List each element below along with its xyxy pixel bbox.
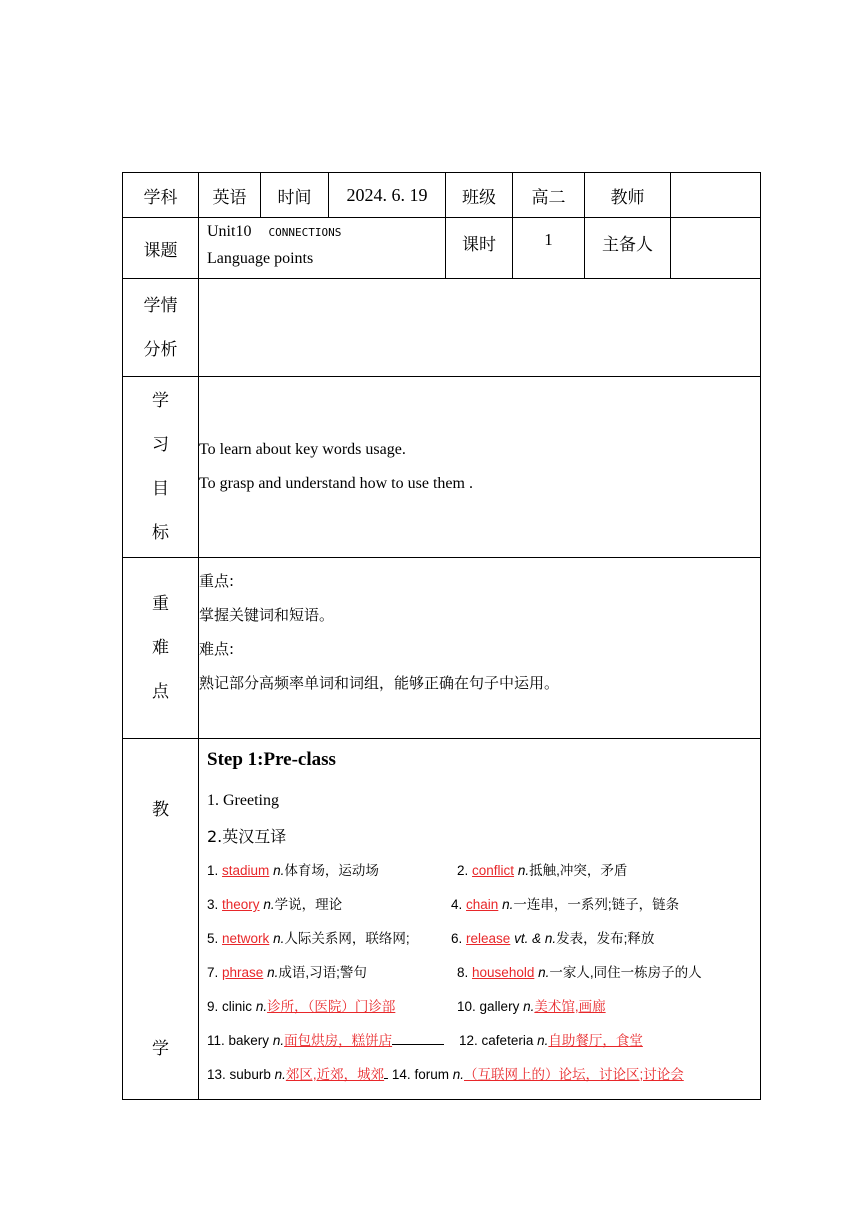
objectives-row bbox=[123, 377, 761, 558]
topic-row bbox=[123, 218, 761, 279]
vocab-answer-word: network bbox=[222, 931, 270, 946]
vocab-7 bbox=[207, 961, 367, 981]
vocab-answer-word: release bbox=[466, 931, 511, 946]
time-value: 2024. 6. 19 bbox=[329, 173, 446, 218]
vocab-11 bbox=[207, 1029, 444, 1049]
vocab-num: 3. bbox=[207, 897, 219, 912]
period-value: 1 bbox=[513, 218, 585, 279]
vocab-word: cafeteria bbox=[481, 1033, 534, 1048]
vocab-12 bbox=[459, 1029, 643, 1049]
vocab-meaning: 学说，理论 bbox=[274, 897, 343, 912]
class-value: 高二 bbox=[513, 173, 585, 218]
vocab-4 bbox=[451, 893, 679, 913]
vocab-num: 9. bbox=[207, 999, 219, 1014]
vocab-meaning: 人际关系网，联络网; bbox=[284, 931, 410, 946]
topic-content bbox=[199, 218, 446, 279]
vocab-num: 8. bbox=[457, 965, 469, 980]
vocab-num: 10. bbox=[457, 999, 476, 1014]
answer-blank bbox=[392, 1044, 444, 1045]
vocab-answer-meaning: （互联网上的）论坛，讨论区;讨论会 bbox=[463, 1067, 684, 1082]
key-points-char-1: 重 bbox=[152, 594, 169, 614]
vocab-meaning: 抵触,冲突，矛盾 bbox=[529, 863, 628, 878]
lesson-plan-table bbox=[122, 172, 761, 1100]
vocab-5 bbox=[207, 927, 410, 947]
teaching-row bbox=[123, 739, 761, 1100]
vocab-answer-meaning: 面包烘房，糕饼店 bbox=[284, 1033, 393, 1048]
step-title: Step 1:Pre-class bbox=[207, 749, 336, 770]
header-row bbox=[123, 173, 761, 218]
translation-item: 2.英汉互译 bbox=[207, 827, 287, 846]
vocab-answer-word: theory bbox=[222, 897, 260, 912]
vocab-num: 1. bbox=[207, 863, 219, 878]
vocab-pos: n. bbox=[502, 897, 514, 912]
vocab-9 bbox=[207, 995, 395, 1015]
vocab-pos: n. bbox=[255, 999, 268, 1014]
unit-number: Unit10 bbox=[207, 223, 252, 240]
vocab-num: 4. bbox=[451, 897, 463, 912]
vocab-pos: vt. & n. bbox=[514, 931, 557, 946]
vocab-num: 7. bbox=[207, 965, 219, 980]
teacher-value bbox=[671, 173, 761, 218]
objectives-char-3: 目 bbox=[152, 479, 169, 499]
vocab-pos: n. bbox=[452, 1067, 464, 1082]
vocab-answer-meaning: 自助餐厅，食堂 bbox=[548, 1033, 643, 1048]
subject-label: 学科 bbox=[123, 173, 199, 218]
period-label: 课时 bbox=[446, 218, 513, 279]
objectives-char-2: 习 bbox=[152, 435, 169, 455]
vocab-meaning: 发表，发布;释放 bbox=[556, 931, 655, 946]
vocab-word: clinic bbox=[222, 999, 253, 1014]
vocab-pos: n. bbox=[538, 965, 550, 980]
unit-title: CONNECTIONS bbox=[268, 226, 342, 239]
vocab-13 bbox=[207, 1063, 684, 1083]
vocab-meaning: 一连串，一系列;链子，链条 bbox=[513, 897, 680, 912]
vocab-3 bbox=[207, 893, 342, 913]
preparer-value bbox=[671, 218, 761, 279]
class-label: 班级 bbox=[446, 173, 513, 218]
vocab-pos: n. bbox=[517, 863, 530, 878]
vocab-num: 13. bbox=[207, 1067, 226, 1082]
vocab-answer-meaning: 美术馆,画廊 bbox=[534, 999, 606, 1014]
key-points-content bbox=[199, 558, 761, 739]
vocab-pos: n. bbox=[263, 897, 275, 912]
vocab-num: 12. bbox=[459, 1033, 478, 1048]
vocab-num: 14. bbox=[391, 1067, 411, 1082]
vocab-meaning: 体育场，运动场 bbox=[284, 863, 379, 878]
teacher-label: 教师 bbox=[585, 173, 671, 218]
vocab-10 bbox=[457, 995, 606, 1015]
vocab-1 bbox=[207, 859, 379, 879]
analysis-label-2: 分析 bbox=[143, 339, 178, 360]
teaching-content bbox=[199, 739, 761, 1100]
analysis-label bbox=[123, 279, 199, 377]
focus-text: 掌握关键词和短语。 bbox=[199, 606, 335, 624]
key-points-char-2: 难 bbox=[152, 638, 169, 658]
vocab-pos: n. bbox=[537, 1033, 549, 1048]
vocab-pos: n. bbox=[273, 931, 285, 946]
key-points-label bbox=[123, 558, 199, 739]
vocab-word: bakery bbox=[228, 1033, 270, 1048]
analysis-content bbox=[199, 279, 761, 377]
objective-line-1: To learn about key words usage. bbox=[199, 441, 406, 458]
vocab-num: 6. bbox=[451, 931, 463, 946]
vocab-word: suburb bbox=[229, 1067, 271, 1082]
vocab-pos: n. bbox=[272, 1033, 285, 1048]
vocab-pos: n. bbox=[274, 1067, 286, 1082]
subject-value: 英语 bbox=[199, 173, 261, 218]
objective-line-2: To grasp and understand how to use them . bbox=[199, 475, 473, 492]
vocab-pos: n. bbox=[273, 863, 285, 878]
focus-label: 重点: bbox=[199, 572, 235, 590]
vocab-answer-word: stadium bbox=[222, 863, 270, 878]
teaching-label bbox=[123, 739, 199, 1100]
vocab-pos: n. bbox=[267, 965, 279, 980]
vocab-num: 5. bbox=[207, 931, 219, 946]
vocab-num: 2. bbox=[457, 863, 469, 878]
vocab-answer-meaning: 诊所，（医院）门诊部 bbox=[267, 999, 396, 1014]
vocab-2 bbox=[457, 859, 627, 879]
key-points-char-3: 点 bbox=[152, 682, 169, 702]
vocab-answer-meaning: 郊区,近郊，城郊 bbox=[285, 1067, 385, 1082]
objectives-char-1: 学 bbox=[152, 391, 169, 411]
teaching-char-1: 教 bbox=[152, 800, 169, 820]
objectives-content bbox=[199, 377, 761, 558]
vocab-meaning: 一家人,同住一栋房子的人 bbox=[549, 965, 702, 980]
vocab-answer-word: household bbox=[472, 965, 535, 980]
topic-subtitle: Language points bbox=[207, 250, 314, 267]
difficulty-text: 熟记部分高频率单词和词组，能够正确在句子中运用。 bbox=[199, 674, 560, 692]
greeting-item: 1. Greeting bbox=[207, 792, 279, 809]
time-label: 时间 bbox=[261, 173, 329, 218]
objectives-label bbox=[123, 377, 199, 558]
difficulty-label: 难点: bbox=[199, 640, 235, 658]
vocab-answer-word: chain bbox=[466, 897, 499, 912]
analysis-label-1: 学情 bbox=[143, 295, 178, 316]
answer-blank bbox=[384, 1078, 388, 1079]
vocab-word: forum bbox=[414, 1067, 449, 1082]
objectives-char-4: 标 bbox=[152, 523, 169, 543]
preparer-label: 主备人 bbox=[585, 218, 671, 279]
vocab-meaning: 成语,习语;警句 bbox=[278, 965, 367, 980]
vocab-8 bbox=[457, 961, 702, 981]
vocab-pos: n. bbox=[523, 999, 535, 1014]
teaching-char-2: 学 bbox=[152, 1039, 169, 1059]
topic-label: 课题 bbox=[123, 218, 199, 279]
vocab-num: 11. bbox=[207, 1033, 225, 1048]
vocab-answer-word: conflict bbox=[472, 863, 515, 878]
vocab-answer-word: phrase bbox=[222, 965, 264, 980]
analysis-row bbox=[123, 279, 761, 377]
vocab-word: gallery bbox=[479, 999, 520, 1014]
key-points-row bbox=[123, 558, 761, 739]
vocab-6 bbox=[451, 927, 654, 947]
